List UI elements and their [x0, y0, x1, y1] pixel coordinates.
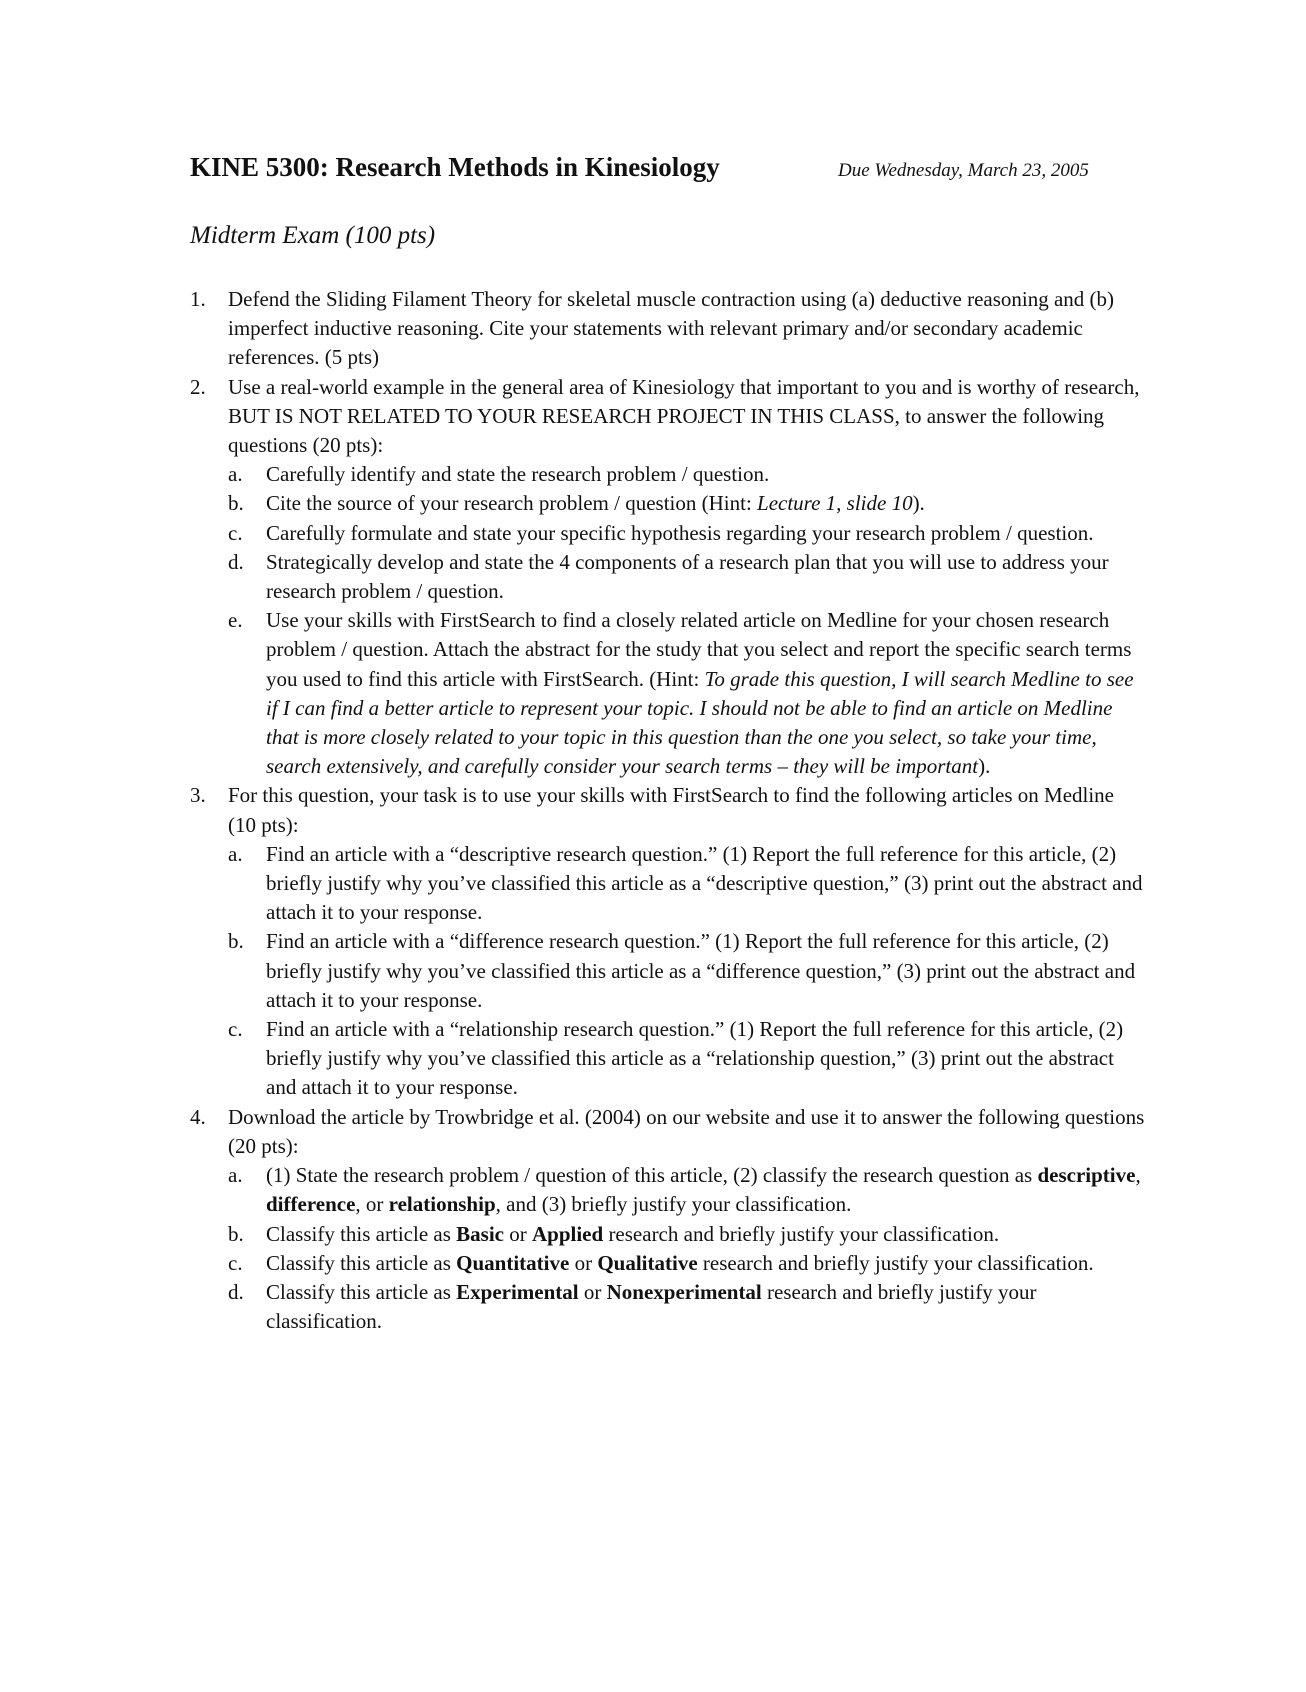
exam-title: Midterm Exam (100 pts)	[190, 222, 436, 249]
subquestion-2a	[228, 460, 1145, 489]
question-number: 1.	[190, 287, 206, 311]
subquestion-text: Classify this article as	[266, 1250, 457, 1275]
question-text: For this question, your task is to use your skills with FirstSearch to find the following articles on Medline (10 pts):	[228, 783, 1114, 837]
due-date: Due Wednesday, March 23, 2005	[838, 160, 1089, 181]
subquestion-letter: d.	[228, 1279, 244, 1304]
subquestion-text: Use your skills with FirstSearch to find a closely related article on Medline for your chosen research problem / question. Attach the abstract for the study that you select and report the specific search terms you used to find this article with FirstSearch. (Hint:	[266, 608, 1132, 691]
bold-term: descriptive	[1037, 1163, 1136, 1188]
subquestion-text-end: ).	[978, 754, 991, 779]
subquestion-text: Classify this article as	[266, 1221, 457, 1246]
question-text: Defend the Sliding Filament Theory for skeletal muscle contraction using (a) deductive reasoning and (b) imperfect inductive reasoning. Cite your statements with relevant primary and/or secondary academic references. (5 pts)	[228, 287, 1115, 370]
subquestion-text: Strategically develop and state the 4 components of a research plan that you will use to address your research problem / question.	[266, 549, 1109, 604]
subquestion-text-end: ).	[912, 491, 925, 516]
bold-term: Qualitative	[597, 1250, 698, 1275]
subquestion-letter: a.	[228, 1163, 243, 1188]
subquestion-letter: c.	[228, 520, 243, 545]
subquestion-text: , or	[355, 1192, 389, 1217]
subquestion-text: or	[578, 1279, 607, 1304]
bold-term: Experimental	[456, 1279, 579, 1304]
hint-italic-text: Lecture 1, slide 10	[757, 491, 913, 516]
question-text: Use a real-world example in the general area of Kinesiology that important to you and is worthy of research, BUT IS NOT RELATED TO YOUR RESEARCH PROJECT IN THIS CLASS, to answer the following questions (20 pts):	[228, 374, 1140, 458]
subquestion-letter: a.	[228, 462, 243, 487]
question-3	[190, 781, 1145, 839]
question-number: 2.	[190, 374, 206, 399]
bold-term: Applied	[531, 1221, 604, 1246]
subquestion-text: Find an article with a “descriptive research question.” (1) Report the full reference for this article, (2) briefly justify why you’ve classified this article as a “descriptive question,” (3) print out the abstract and attach it to your response.	[266, 841, 1143, 925]
subquestion-text: or	[569, 1250, 598, 1275]
question-2	[190, 373, 1145, 461]
subquestion-letter: b.	[228, 1221, 244, 1246]
question-number: 3.	[190, 783, 206, 808]
subquestion-letter: c.	[228, 1017, 243, 1042]
subquestion-text: Find an article with a “difference research question.” (1) Report the full reference for this article, (2) briefly justify why you’ve classified this article as a “difference question,” (3) print out the abstract and attach it to your response.	[266, 929, 1136, 1012]
subquestion-2e	[228, 606, 1145, 781]
subquestion-text: research and briefly justify your classification.	[266, 1279, 1037, 1334]
hint-italic-text: To grade this question, I will search Medline to see if I can find a better article to represent your topic. I should not be able to find an article on Medline that is more closely related to your topic in this question than the one you select, so take your time, search extensively, and carefully consider your search terms – they will be important	[266, 666, 1134, 779]
subquestion-text: Find an article with a “relationship research question.” (1) Report the full reference for this article, (2) briefly justify why you’ve classified this article as a “relationship question,” (3) print out the abstract and attach it to your response.	[266, 1017, 1124, 1100]
subquestion-text: research and briefly justify your classification.	[697, 1250, 1094, 1275]
subquestion-text: or	[503, 1221, 532, 1246]
subquestion-text: Cite the source of your research problem / question (Hint:	[266, 491, 758, 516]
bold-term: Basic	[456, 1221, 504, 1246]
subquestion-letter: b.	[228, 929, 244, 954]
subquestion-text: Carefully identify and state the research problem / question.	[266, 462, 770, 487]
subquestion-4d	[228, 1278, 1145, 1336]
bold-term: Nonexperimental	[606, 1279, 762, 1304]
subquestion-3a	[228, 840, 1145, 928]
subquestion-text: ,	[1135, 1163, 1141, 1188]
subquestion-text: Classify this article as	[266, 1279, 457, 1304]
subquestion-text: , and (3) briefly justify your classification.	[495, 1192, 852, 1217]
subquestion-letter: e.	[228, 608, 243, 633]
question-text: Download the article by Trowbridge et al. (2004) on our website and use it to answer the following questions (20 pts):	[228, 1104, 1145, 1158]
question-list	[190, 285, 1145, 1336]
subquestion-4b	[228, 1220, 1145, 1249]
bold-term: difference	[266, 1192, 356, 1217]
course-title: KINE 5300: Research Methods in Kinesiology	[190, 152, 720, 182]
subquestion-3c	[228, 1015, 1145, 1103]
subquestion-letter: c.	[228, 1250, 243, 1275]
subquestion-4c	[228, 1249, 1145, 1278]
subquestion-letter: a.	[228, 841, 243, 866]
subquestion-text: research and briefly justify your classification.	[603, 1221, 1000, 1246]
bold-term: relationship	[388, 1192, 496, 1217]
subquestion-letter: d.	[228, 549, 244, 574]
subquestion-text: Carefully formulate and state your specific hypothesis regarding your research problem / question.	[266, 520, 1094, 545]
subquestion-4a	[228, 1161, 1145, 1219]
page-header	[190, 152, 1120, 192]
question-1	[190, 285, 1145, 373]
subquestion-2b	[228, 489, 1145, 518]
question-4	[190, 1103, 1145, 1161]
subquestion-letter: b.	[228, 491, 244, 516]
subquestion-3b	[228, 927, 1145, 1015]
question-number: 4.	[190, 1104, 206, 1129]
bold-term: Quantitative	[456, 1250, 570, 1275]
subquestion-2d	[228, 548, 1145, 606]
subquestion-2c	[228, 519, 1145, 548]
subquestion-text: (1) State the research problem / question of this article, (2) classify the research question as	[266, 1163, 1038, 1188]
